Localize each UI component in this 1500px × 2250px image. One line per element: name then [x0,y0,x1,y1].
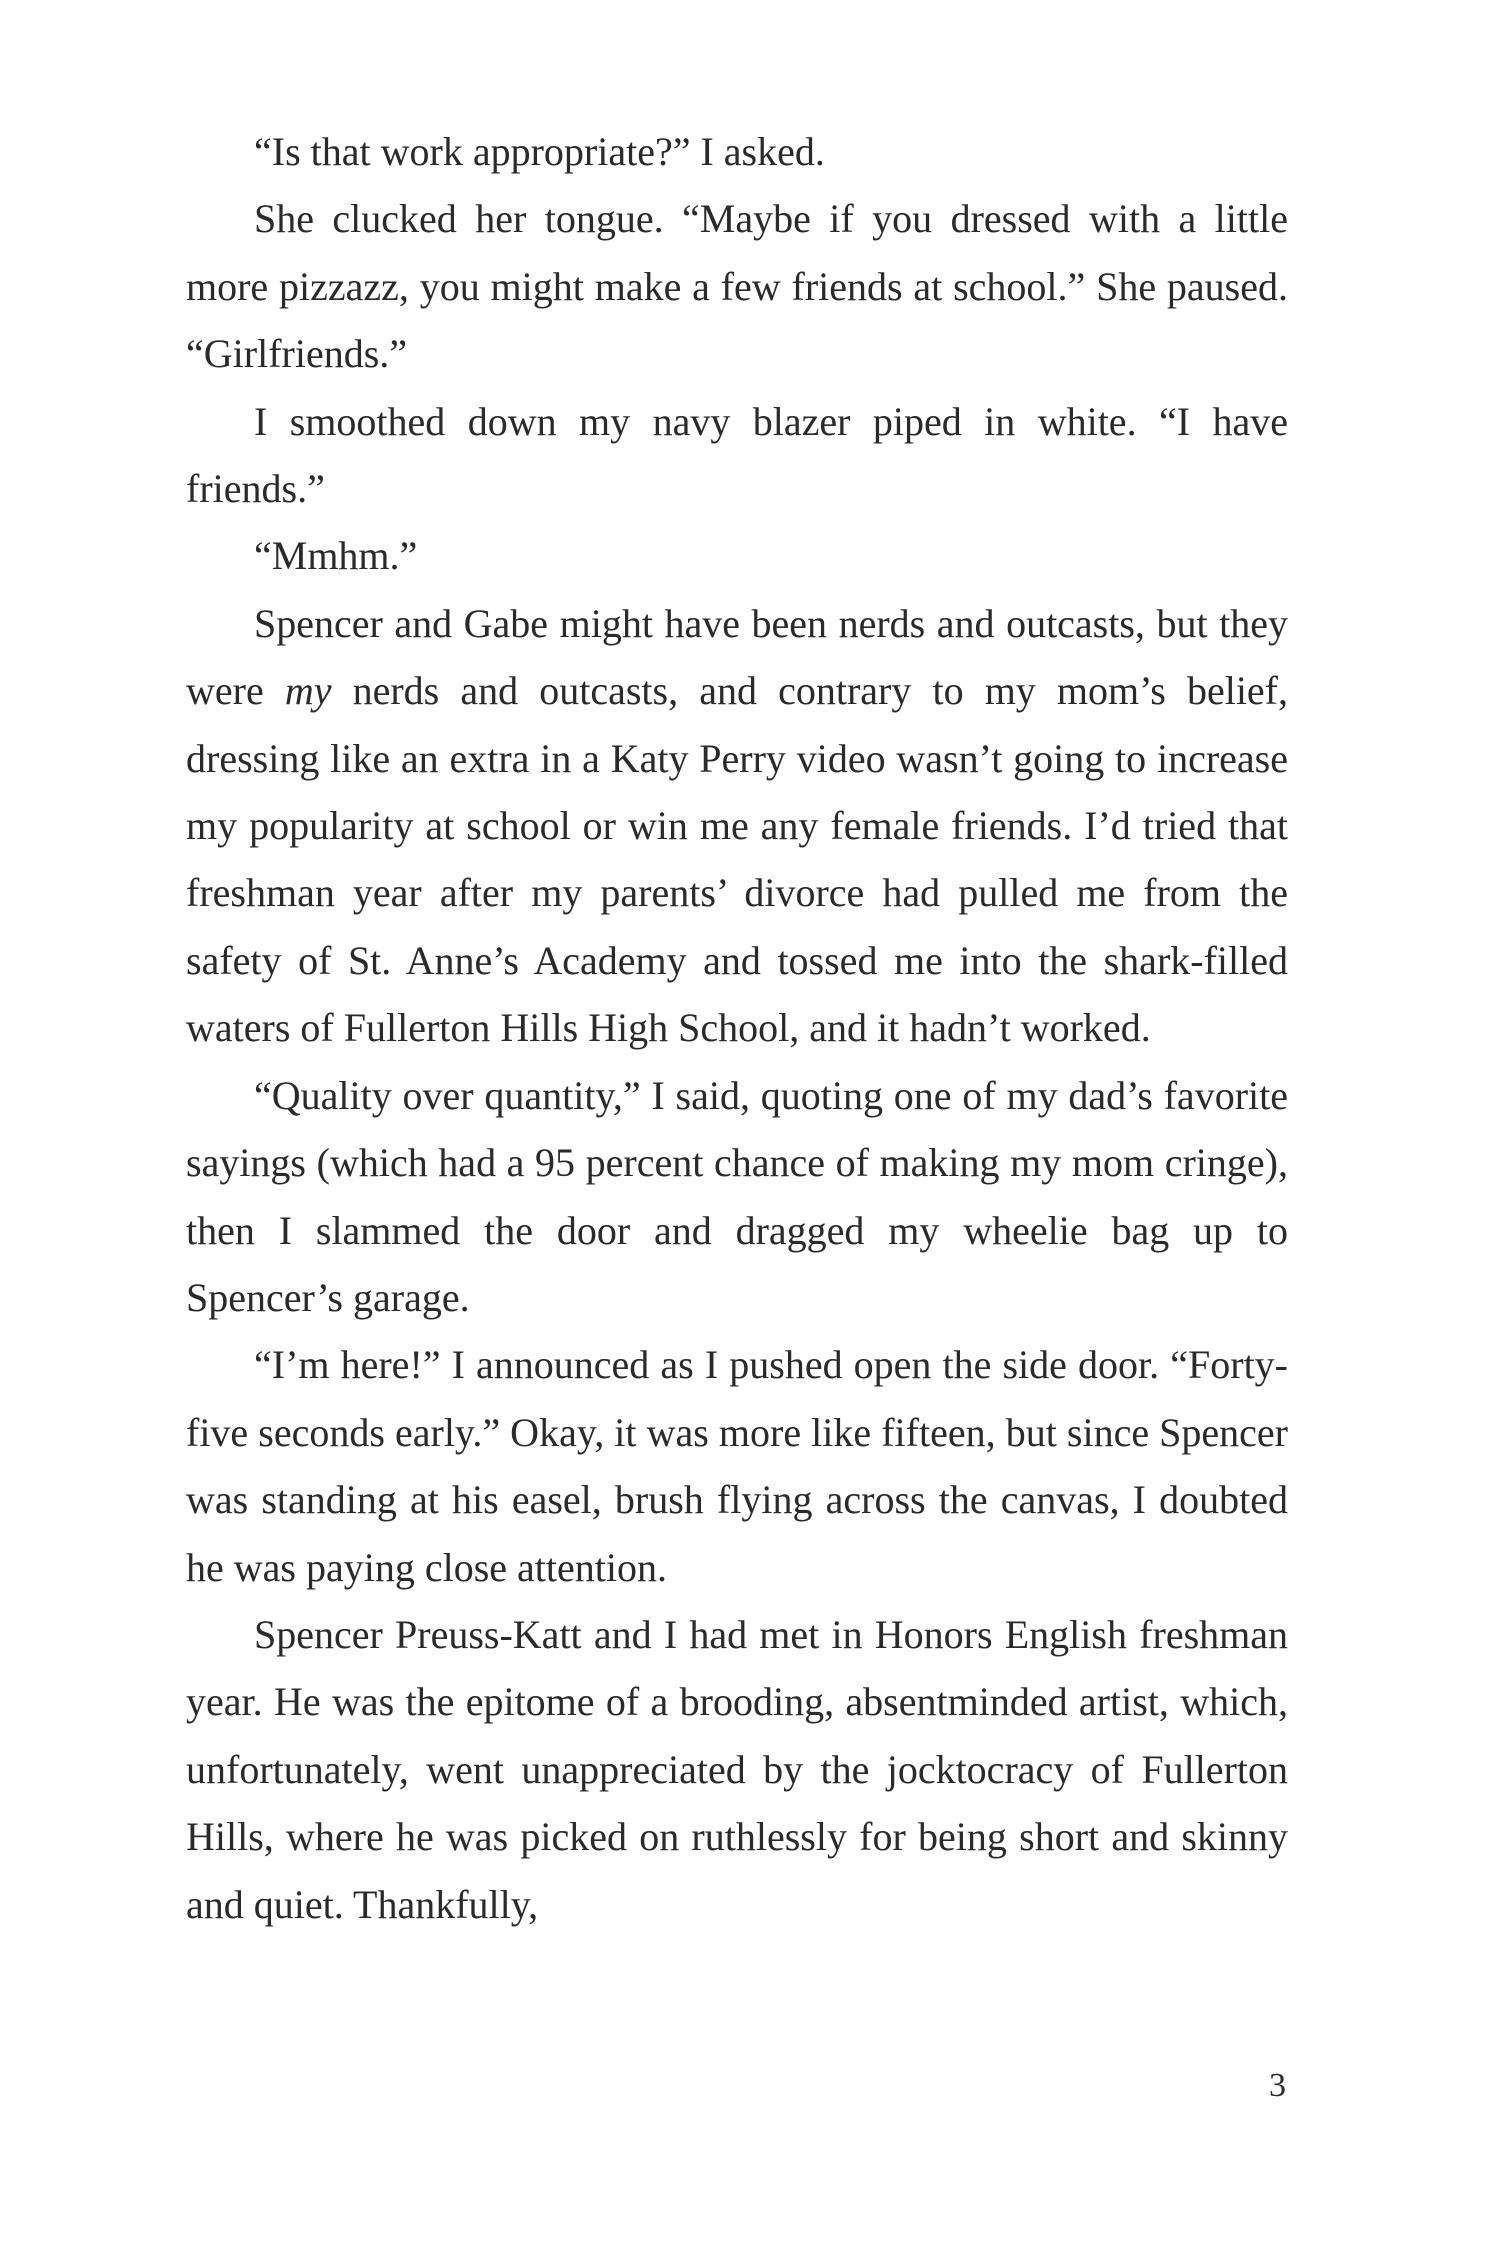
paragraph-2: She clucked her tongue. “Maybe if you dressed with a little more pizzazz, you might make a few friends at school.” She paused. “Girlfriends.” [186,196,1288,377]
paragraph-5-before: Spencer and Gabe might have been nerds and outcasts, but they were [186,600,1288,714]
paragraph-4: “Mmhm.” [254,533,418,579]
paragraph-5 [186,590,1288,1062]
body-text [186,118,1288,1938]
paragraph-1: “Is that work appropriate?” I asked. [254,129,825,174]
paragraph-3: I smoothed down my navy blazer piped in white. “I have friends.” [186,398,1288,512]
paragraph-6: “Quality over quantity,” I said, quoting one of my dad’s favorite sayings (which had a 95 percent chance of making my mom cringe), then I slammed the door and dragged my wheelie bag up to Spencer’s garage. [186,1072,1288,1320]
paragraph-8: Spencer Preuss-Katt and I had met in Honors English freshman year. He was the epitome of a brooding, absentminded artist, which, unfortunately, went unappreciated by the jocktocracy of Fullerton Hills, where he was picked on ruthlessly for being short and skinny and quiet. Thankfully, [186,1611,1288,1927]
paragraph-5-after: nerds and outcasts, and contrary to my mom’s belief, dressing like an extra in a Katy Perry video wasn’t going to increase my popularity at school or win me any female friends. I’d tried that freshman year after my parents’ divorce had pulled me from the safety of St. Anne’s Academy and tossed me into the shark-filled waters of Fullerton Hills High School, and it hadn’t worked. [186,668,1289,1051]
emphasis-my: my [284,668,332,714]
page-number: 3 [1269,2067,1286,2104]
paragraph-7: “I’m here!” I announced as I pushed open the side door. “Forty-five seconds early.” Okay, it was more like fifteen, but since Spencer was standing at his easel, brush flying across the canvas, I doubted he was paying close attention. [186,1342,1288,1590]
